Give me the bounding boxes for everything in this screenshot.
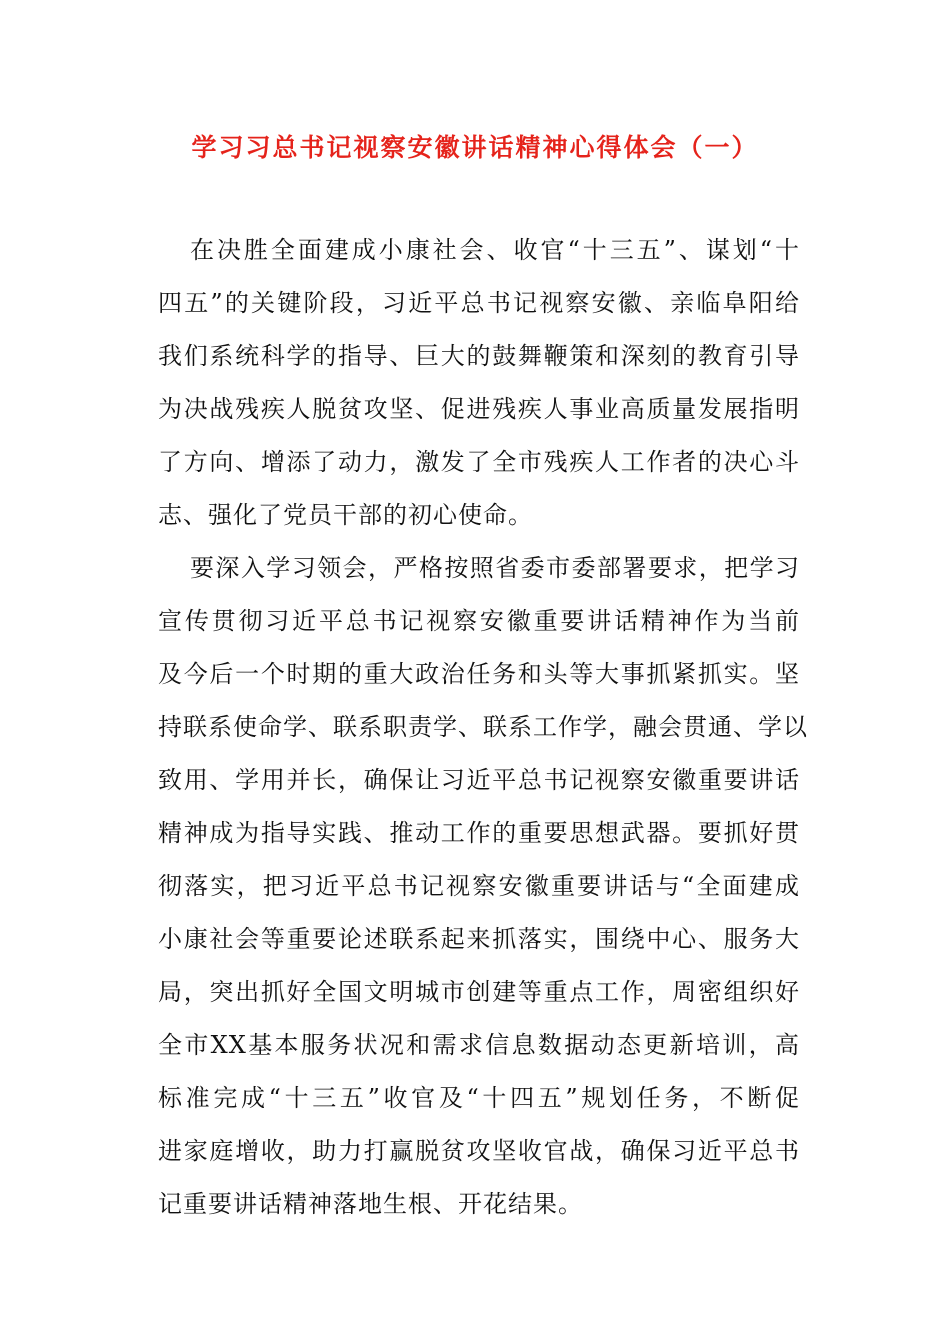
text-line: 局，突出抓好全国文明城市创建等重点工作，周密组织好: [158, 978, 800, 1006]
document-title: 学习习总书记视察安徽讲话精神心得体会（一）: [191, 133, 759, 162]
text-line: 四五”的关键阶段，习近平总书记视察安徽、亲临阜阳给: [158, 289, 800, 317]
text-line: 宣传贯彻习近平总书记视察安徽重要讲话精神作为当前: [158, 607, 800, 635]
paragraph-2: [158, 544, 808, 1233]
text-line: 及今后一个时期的重大政治任务和头等大事抓紧抓实。坚: [158, 660, 800, 688]
text-line: 了方向、增添了动力，激发了全市残疾人工作者的决心斗: [158, 448, 800, 476]
text-line: 致用、学用并长，确保让习近平总书记视察安徽重要讲话: [158, 766, 800, 794]
paragraph-1: [158, 226, 800, 544]
text-line: 记重要讲话精神落地生根、开花结果。: [158, 1190, 583, 1218]
text-line: 我们系统科学的指导、巨大的鼓舞鞭策和深刻的教育引导: [158, 342, 800, 370]
text-line: 标准完成“十三五”收官及“十四五”规划任务，不断促: [158, 1084, 800, 1112]
text-line: 持联系使命学、联系职责学、联系工作学，融会贯通、学以: [158, 713, 808, 741]
text-line: 在决胜全面建成小康社会、收官“十三五”、谋划“十: [190, 236, 800, 264]
text-line: 全市XX基本服务状况和需求信息数据动态更新培训，高: [158, 1031, 800, 1059]
text-line: 为决战残疾人脱贫攻坚、促进残疾人事业高质量发展指明: [158, 395, 800, 423]
text-line: 要深入学习领会，严格按照省委市委部署要求，把学习: [190, 554, 800, 582]
text-line: 进家庭增收，助力打赢脱贫攻坚收官战，确保习近平总书: [158, 1137, 800, 1165]
text-line: 精神成为指导实践、推动工作的重要思想武器。要抓好贯: [158, 819, 800, 847]
text-line: 小康社会等重要论述联系起来抓落实，围绕中心、服务大: [158, 925, 800, 953]
text-line: 志、强化了党员干部的初心使命。: [158, 501, 533, 529]
text-line: 彻落实，把习近平总书记视察安徽重要讲话与“全面建成: [158, 872, 800, 900]
document-body: [158, 226, 808, 1233]
